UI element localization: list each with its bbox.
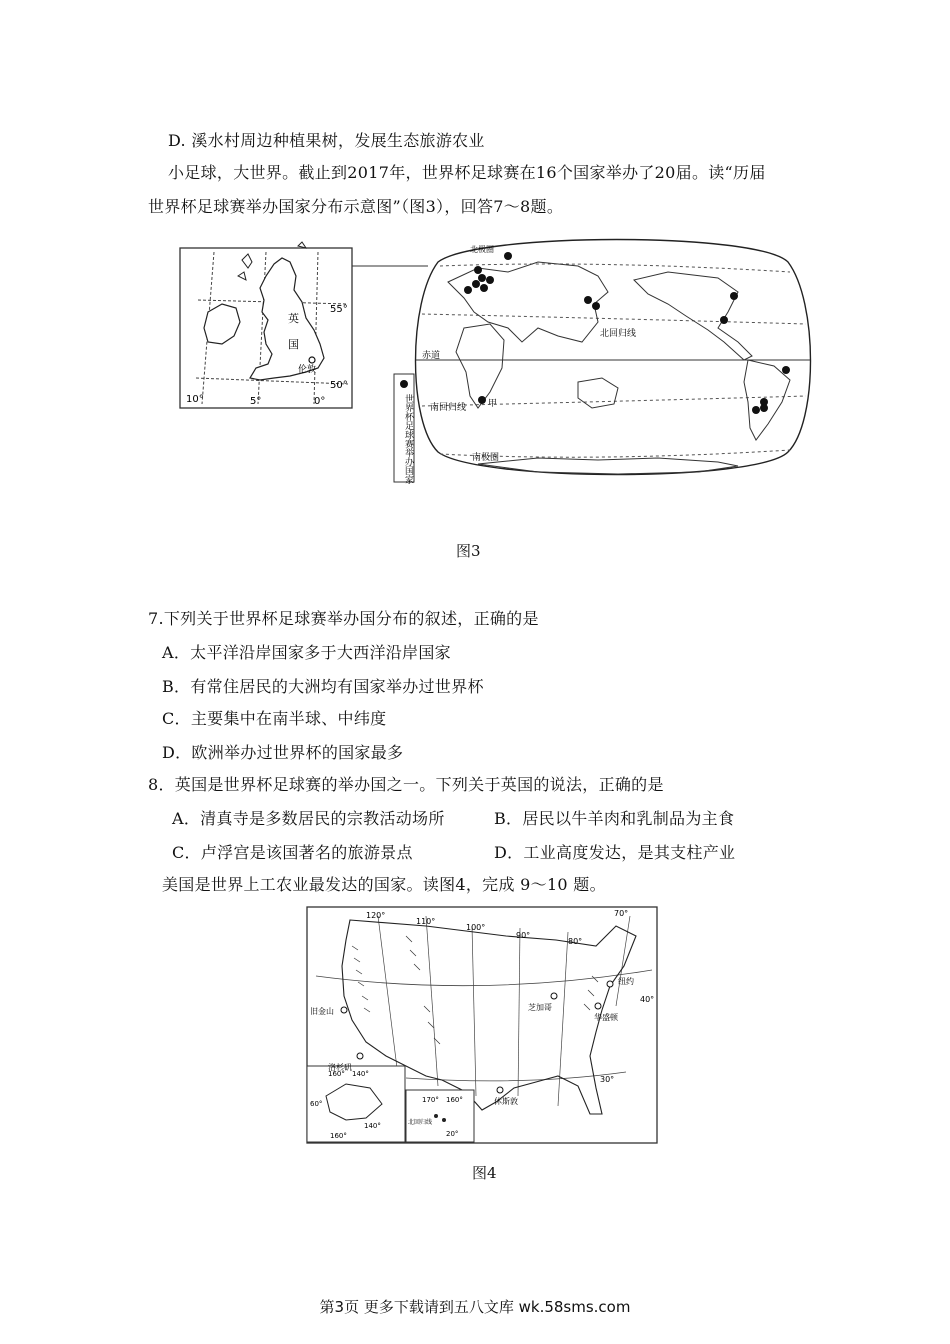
inset-city-london: 伦敦 <box>298 365 317 375</box>
label-tropic-cancer: 北回归线 <box>600 329 637 339</box>
usa-lon-80: 80° <box>568 937 583 946</box>
alaska-lon-160: 160° <box>328 1070 345 1078</box>
inset-lon-0: 0° <box>314 396 326 407</box>
label-equator: 赤道 <box>422 351 441 361</box>
city-new-york: 纽约 <box>618 977 634 986</box>
inset-lat-50: 50° <box>330 380 348 391</box>
q8-option-d: D．工业高度发达，是其支柱产业 <box>494 843 736 862</box>
inset-country-char1: 英 <box>288 312 299 325</box>
alaska-lon-160b: 160° <box>330 1132 347 1140</box>
hawaii-lon-170: 170° <box>422 1096 439 1104</box>
usa-lat-40: 40° <box>640 995 655 1004</box>
figure-4-usa-map <box>306 906 658 1144</box>
legend-dot-icon <box>400 380 408 388</box>
usa-lon-110: 110° <box>416 917 436 926</box>
figure-3-caption: 图3 <box>456 542 481 560</box>
label-arctic-circle: 北极圈 <box>470 245 494 254</box>
figure-3-map <box>178 232 818 484</box>
q7-option-d: D．欧洲举办过世界杯的国家最多 <box>162 743 404 762</box>
hawaii-lat-20: 20° <box>446 1130 459 1138</box>
legend-text: 世界杯足球赛举办国家 <box>403 394 413 484</box>
intro-paragraph-line2: 世界杯足球赛举办国家分布示意图”（图3），回答7～8题。 <box>148 197 564 216</box>
q8-stem: 8．英国是世界杯足球赛的举办国之一。下列关于英国的说法，正确的是 <box>148 775 664 794</box>
usa-lon-70: 70° <box>614 909 629 918</box>
inset-lat-55: 55° <box>330 304 348 315</box>
city-chicago: 芝加哥 <box>528 1003 552 1012</box>
city-los-angeles: 洛杉矶 <box>328 1063 352 1072</box>
alaska-lon-140b: 140° <box>364 1122 381 1130</box>
label-jia-marker: 甲 <box>488 399 498 409</box>
q7-stem: 7.下列关于世界杯足球赛举办国分布的叙述，正确的是 <box>148 609 539 628</box>
alaska-lat-60: 60° <box>310 1100 323 1108</box>
usa-lon-90: 90° <box>516 931 531 940</box>
inset-country-char2: 国 <box>288 338 299 351</box>
option-d-line: D. 溪水村周边种植果树，发展生态旅游农业 <box>168 131 485 150</box>
hawaii-tropic-label: 北回归线 <box>408 1119 433 1126</box>
intro-q9-10: 美国是世界上工农业最发达的国家。读图4，完成 9～10 题。 <box>162 875 606 894</box>
usa-lat-30: 30° <box>600 1075 615 1084</box>
city-san-francisco: 旧金山 <box>310 1007 334 1016</box>
world-map <box>416 240 811 475</box>
q7-option-b: B．有常住居民的大洲均有国家举办过世界杯 <box>162 677 484 696</box>
q8-option-c: C．卢浮宫是该国著名的旅游景点 <box>172 843 413 862</box>
q8-option-b: B．居民以牛羊肉和乳制品为主食 <box>494 809 735 828</box>
hawaii-lon-160: 160° <box>446 1096 463 1104</box>
usa-lon-100: 100° <box>466 923 486 932</box>
inset-lon-10: 10° <box>186 394 204 405</box>
city-houston: 休斯敦 <box>494 1097 518 1106</box>
alaska-lon-140: 140° <box>352 1070 369 1078</box>
label-tropic-capricorn: 南回归线 <box>430 403 467 413</box>
q8-option-a: A．清真寺是多数居民的宗教活动场所 <box>172 809 445 828</box>
figure-4-caption: 图4 <box>472 1164 497 1182</box>
city-washington: 华盛顿 <box>594 1013 618 1022</box>
uk-inset-map <box>180 242 428 408</box>
inset-lon-5: 5° <box>250 396 262 407</box>
page-footer: 第3页 更多下载请到五八文库 wk.58sms.com <box>319 1298 631 1316</box>
q7-option-c: C．主要集中在南半球、中纬度 <box>162 709 387 728</box>
usa-lon-120: 120° <box>366 911 386 920</box>
q7-option-a: A．太平洋沿岸国家多于大西洋沿岸国家 <box>162 643 451 662</box>
label-antarctic-circle: 南极圈 <box>472 453 500 463</box>
intro-paragraph-line1: 小足球，大世界。截止到2017年，世界杯足球赛在16个国家举办了20届。读“历届 <box>168 163 766 182</box>
map-legend <box>394 374 414 484</box>
